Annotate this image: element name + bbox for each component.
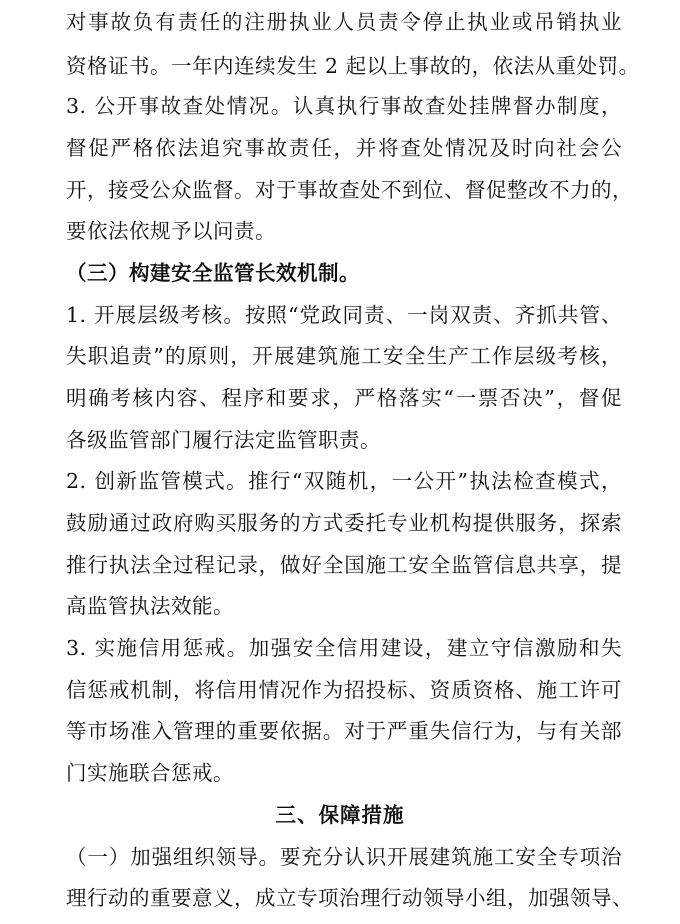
text-line: 门实施联合惩戒。: [66, 761, 234, 785]
text-line: 鼓励通过政府购买服务的方式委托专业机构提供服务，探索: [66, 511, 622, 535]
text-line: （一）加强组织领导。要充分认识开展建筑施工安全专项治: [66, 845, 622, 869]
text-line: 高监管执法效能。: [66, 594, 234, 618]
text-line: 督促严格依法追究事故责任，并将查处情况及时向社会公: [66, 136, 622, 160]
text-line: 明确考核内容、程序和要求，严格落实“一票否决”，督促: [66, 386, 622, 410]
text-line: 对事故负有责任的注册执业人员责令停止执业或吊销执业: [66, 10, 622, 34]
text-line: 等市场准入管理的重要依据。对于严重失信行为，与有关部: [66, 719, 622, 743]
text-line: 1. 开展层级考核。按照“党政同责、一岗双责、齐抓共管、: [66, 303, 622, 327]
text-line: 各级监管部门履行法定监管职责。: [66, 428, 381, 452]
text-line: 3. 公开事故查处情况。认真执行事故查处挂牌督办制度，: [66, 94, 622, 118]
section-heading: （三）构建安全监管长效机制。: [66, 261, 360, 285]
text-line: 要依法依规予以问责。: [66, 219, 276, 243]
chapter-heading: 三、保障措施: [275, 803, 405, 827]
text-line: 2. 创新监管模式。推行“双随机，一公开”执法检查模式，: [66, 469, 622, 493]
text-line: 推行执法全过程记录，做好全国施工安全监管信息共享，提: [66, 553, 622, 577]
text-line: 3. 实施信用惩戒。加强安全信用建设，建立守信激励和失: [66, 636, 622, 660]
text-line: 失职追责”的原则，开展建筑施工安全生产工作层级考核，: [66, 344, 622, 368]
text-line: 开，接受公众监督。对于事故查处不到位、督促整改不力的，: [66, 178, 633, 202]
text-line: 理行动的重要意义，成立专项治理行动领导小组，加强领导、: [66, 886, 633, 910]
text-line: 资格证书。一年内连续发生 2 起以上事故的，依法从重处罚。: [66, 54, 640, 78]
text-line: 信惩戒机制，将信用情况作为招投标、资质资格、施工许可: [66, 678, 622, 702]
